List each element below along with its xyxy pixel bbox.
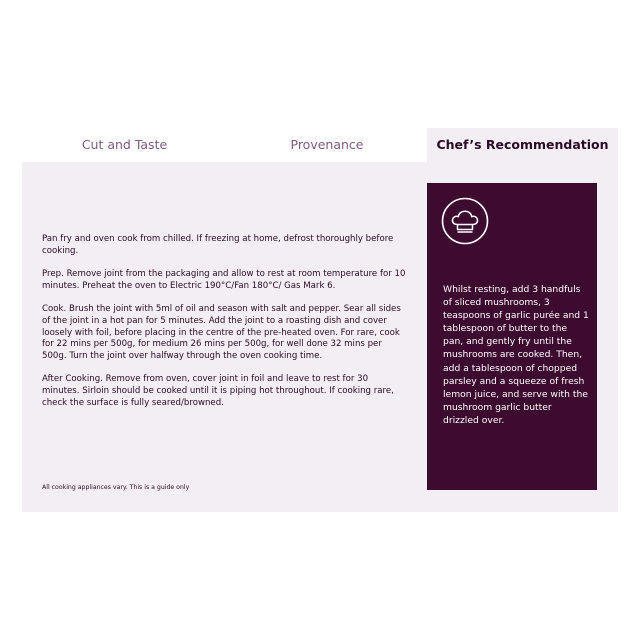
disclaimer-text: All cooking appliances vary. This is a guide only bbox=[42, 484, 190, 491]
tab-chefs-recommendation[interactable]: Chef’s Recommendation bbox=[427, 128, 618, 162]
chef-hat-icon bbox=[441, 197, 489, 245]
instructions-paragraph-after-cooking: After Cooking. Remove from oven, cover joint in foil and leave to rest for 30 minutes. Sirloin should be cooked until it is piping hot throughout. If cooking rare, check the surface is fully seared/browned. bbox=[42, 374, 394, 408]
cooking-instructions bbox=[42, 234, 408, 421]
cooking-info-card bbox=[22, 128, 618, 512]
tab-bar bbox=[22, 128, 618, 162]
instructions-paragraph-prep: Prep. Remove joint from the packaging and allow to rest at room temperature for 10 minutes. Preheat the oven to Electric 190°C/Fan 180°C/ Gas Mark 6. bbox=[42, 269, 406, 291]
tab-cut-and-taste[interactable]: Cut and Taste bbox=[81, 137, 168, 152]
instructions-paragraph-intro: Pan fry and oven cook from chilled. If freezing at home, defrost thoroughly before cooking. bbox=[42, 234, 394, 256]
chefs-recommendation-box bbox=[427, 183, 597, 490]
tab-panel bbox=[22, 162, 618, 512]
instructions-paragraph-cook: Cook. Brush the joint with 5ml of oil and season with salt and pepper. Sear all sides of the joint in a hot pan for 5 minutes. Add the joint to a roasting dish and cover loosely with foil, before placing in the centre of the pre-heated oven. For rare, cook for 22 mins per 500g, for medium 26 mins per 500g, for well done 32 mins per 500g. Turn the joint over halfway through the oven cooking time. bbox=[42, 304, 401, 361]
tab-provenance[interactable]: Provenance bbox=[290, 137, 364, 152]
chefs-recommendation-text: Whilst resting, add 3 handfuls of sliced mushrooms, 3 teaspoons of garlic purée and 1 tablespoon of butter to the pan, and gently fry until the mushrooms are cooked. Then, add a tablespoon of chopped parsley and a squeeze of fresh lemon juice, and serve with the mushroom garlic butter drizzled over. bbox=[443, 284, 589, 426]
